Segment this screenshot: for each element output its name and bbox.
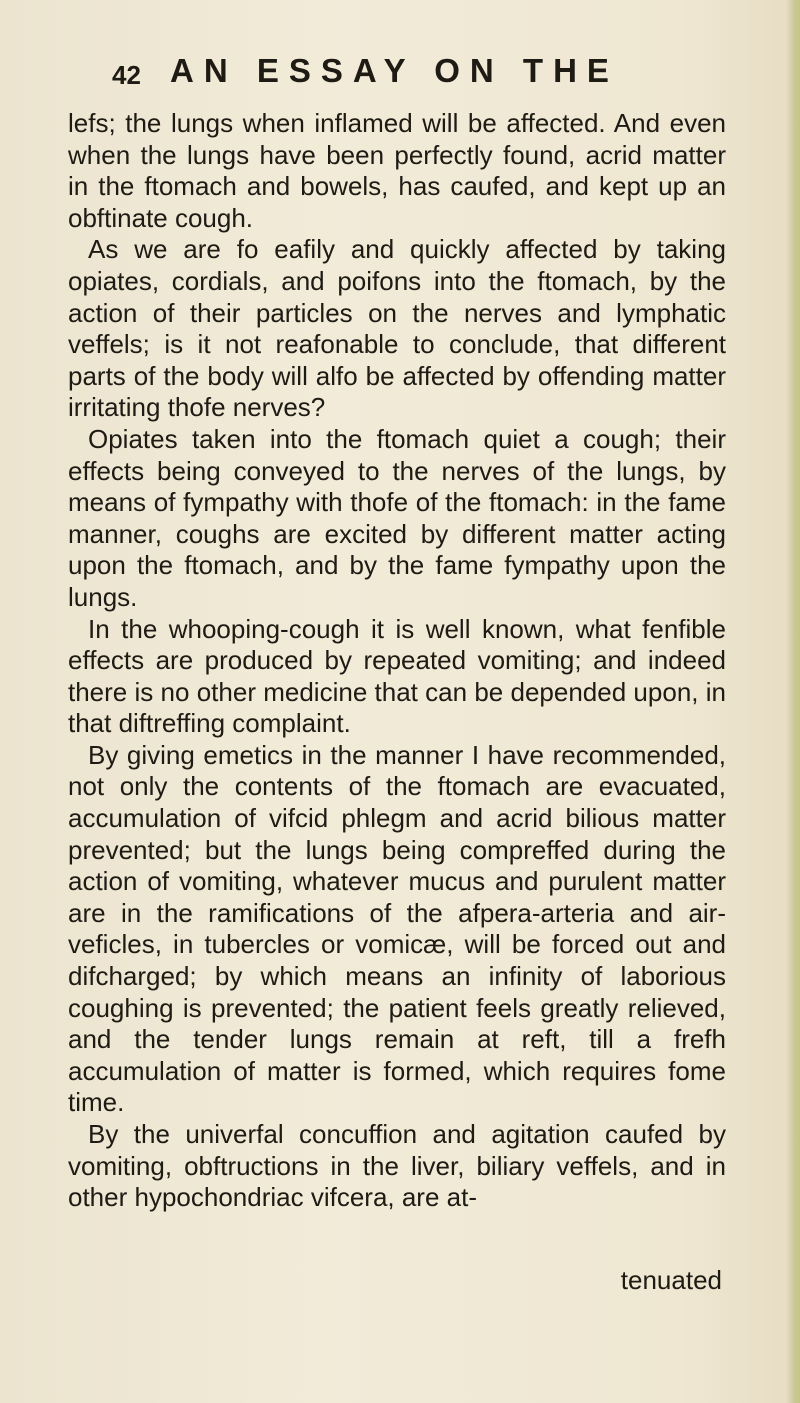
running-head [112,52,672,102]
paragraph: By the univerfal concuffion and agitation caufed by vomiting, obftructions in the liver, biliary veffels, and in other hypochondriac vifcera, are at- [68,1119,726,1213]
paragraph: In the whooping-cough it is well known, what fenfible effects are produced by repeated vomiting; and indeed there is no other medicine that can be depended upon, in that diftreffing complaint. [68,613,726,739]
running-title: AN ESSAY ON THE [170,52,619,89]
paragraph: Opiates taken into the ftomach quiet a cough; their effects being conveyed to the nerves of the lungs, by means of fympathy with thofe of the ftomach: in the fame manner, coughs are excited by different matter acting upon the ftomach, and by the fame fympathy upon the lungs. [68,423,726,612]
page-edge-shadow [786,0,800,1403]
paragraph: lefs; the lungs when inflamed will be affected. And even when the lungs have been perfectly found, acrid matter in the ftomach and bowels, has caufed, and kept up an obftinate cough. [68,108,726,233]
page-number: 42 [112,60,141,90]
paragraph: As we are fo eafily and quickly affected by taking opiates, cordials, and poifons into the ftomach, by the action of their particles on the nerves and lymphatic veffels; is it not reafonable to conclude, that different parts of the body will alfo be affected by offending matter irritating thofe nerves? [68,234,726,423]
body-text [68,108,726,1214]
catchword: tenuated [620,1265,722,1295]
paragraph: By giving emetics in the manner I have recommended, not only the contents of the ftomach are evacuated, accumulation of vifcid phlegm and acrid bilious matter prevented; but the lungs being compreffed during the action of vomiting, whatever mucus and purulent matter are in the ramifications of the afpera-arteria and air-veficles, in tubercles or vomicæ, will be forced out and difcharged; by which means an infinity of laborious coughing is prevented; the patient feels greatly relieved, and the tender lungs remain at reft, till a frefh accumulation of matter is formed, which requires fome time. [68,739,726,1118]
